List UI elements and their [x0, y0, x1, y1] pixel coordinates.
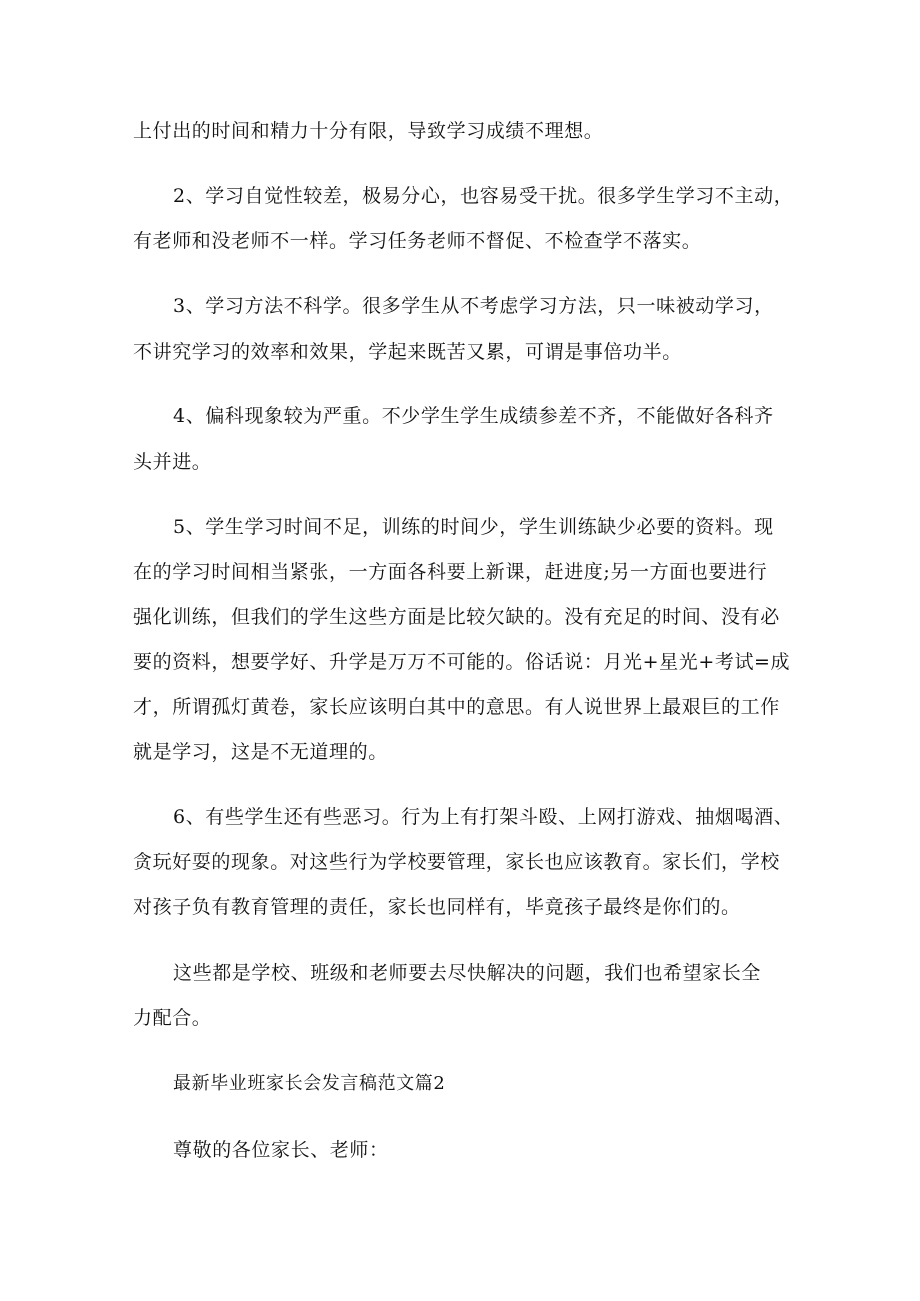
salutation: 尊敬的各位家长、老师：: [173, 1139, 389, 1161]
paragraph-5-line-2: 在的学习时间相当紧张，一方面各科要上新课，赶进度;另一方面也要进行: [133, 561, 768, 583]
section-heading: 最新毕业班家长会发言稿范文篇2: [173, 1073, 446, 1094]
paragraph-6-line-2: 贪玩好耍的现象。对这些行为学校要管理，家长也应该教育。家长们，学校: [133, 851, 780, 873]
paragraph-5-line-3: 强化训练，但我们的学生这些方面是比较欠缺的。没有充足的时间、没有必: [133, 606, 780, 628]
paragraph-5-line-6: 就是学习，这是不无道理的。: [133, 741, 388, 763]
paragraph-4-line-1: 4、偏科现象较为严重。不少学生学生成绩参差不齐，不能做好各科齐: [173, 405, 774, 427]
paragraph-5-line-4: 要的资料，想要学好、升学是万万不可能的。俗话说：月光+星光+考试=成: [133, 651, 791, 673]
paragraph-5-line-5: 才，所谓孤灯黄卷，家长应该明白其中的意思。有人说世界上最艰巨的工作: [133, 696, 780, 718]
paragraph-5-line-1: 5、学生学习时间不足，训练的时间少，学生训练缺少必要的资料。现: [173, 516, 774, 538]
paragraph-7-line-1: 这些都是学校、班级和老师要去尽快解决的问题，我们也希望家长全: [173, 962, 762, 984]
paragraph-4-line-2: 头并进。: [133, 451, 212, 473]
paragraph-2-line-2: 有老师和没老师不一样。学习任务老师不督促、不检查学不落实。: [133, 230, 702, 252]
paragraph-3-line-1: 3、学习方法不科学。很多学生从不考虑学习方法，只一味被动学习，: [173, 295, 774, 317]
paragraph-3-line-2: 不讲究学习的效率和效果，学起来既苦又累，可谓是事倍功半。: [133, 341, 682, 363]
paragraph-6-line-1: 6、有些学生还有些恶习。行为上有打架斗殴、上网打游戏、抽烟喝酒、: [173, 806, 794, 828]
paragraph-1-line-1: 上付出的时间和精力十分有限，导致学习成绩不理想。: [133, 120, 604, 142]
paragraph-6-line-3: 对孩子负有教育管理的责任，家长也同样有，毕竟孩子最终是你们的。: [133, 896, 741, 918]
paragraph-7-line-2: 力配合。: [133, 1007, 212, 1029]
paragraph-2-line-1: 2、学习自觉性较差，极易分心，也容易受干扰。很多学生学习不主动，: [173, 185, 794, 207]
